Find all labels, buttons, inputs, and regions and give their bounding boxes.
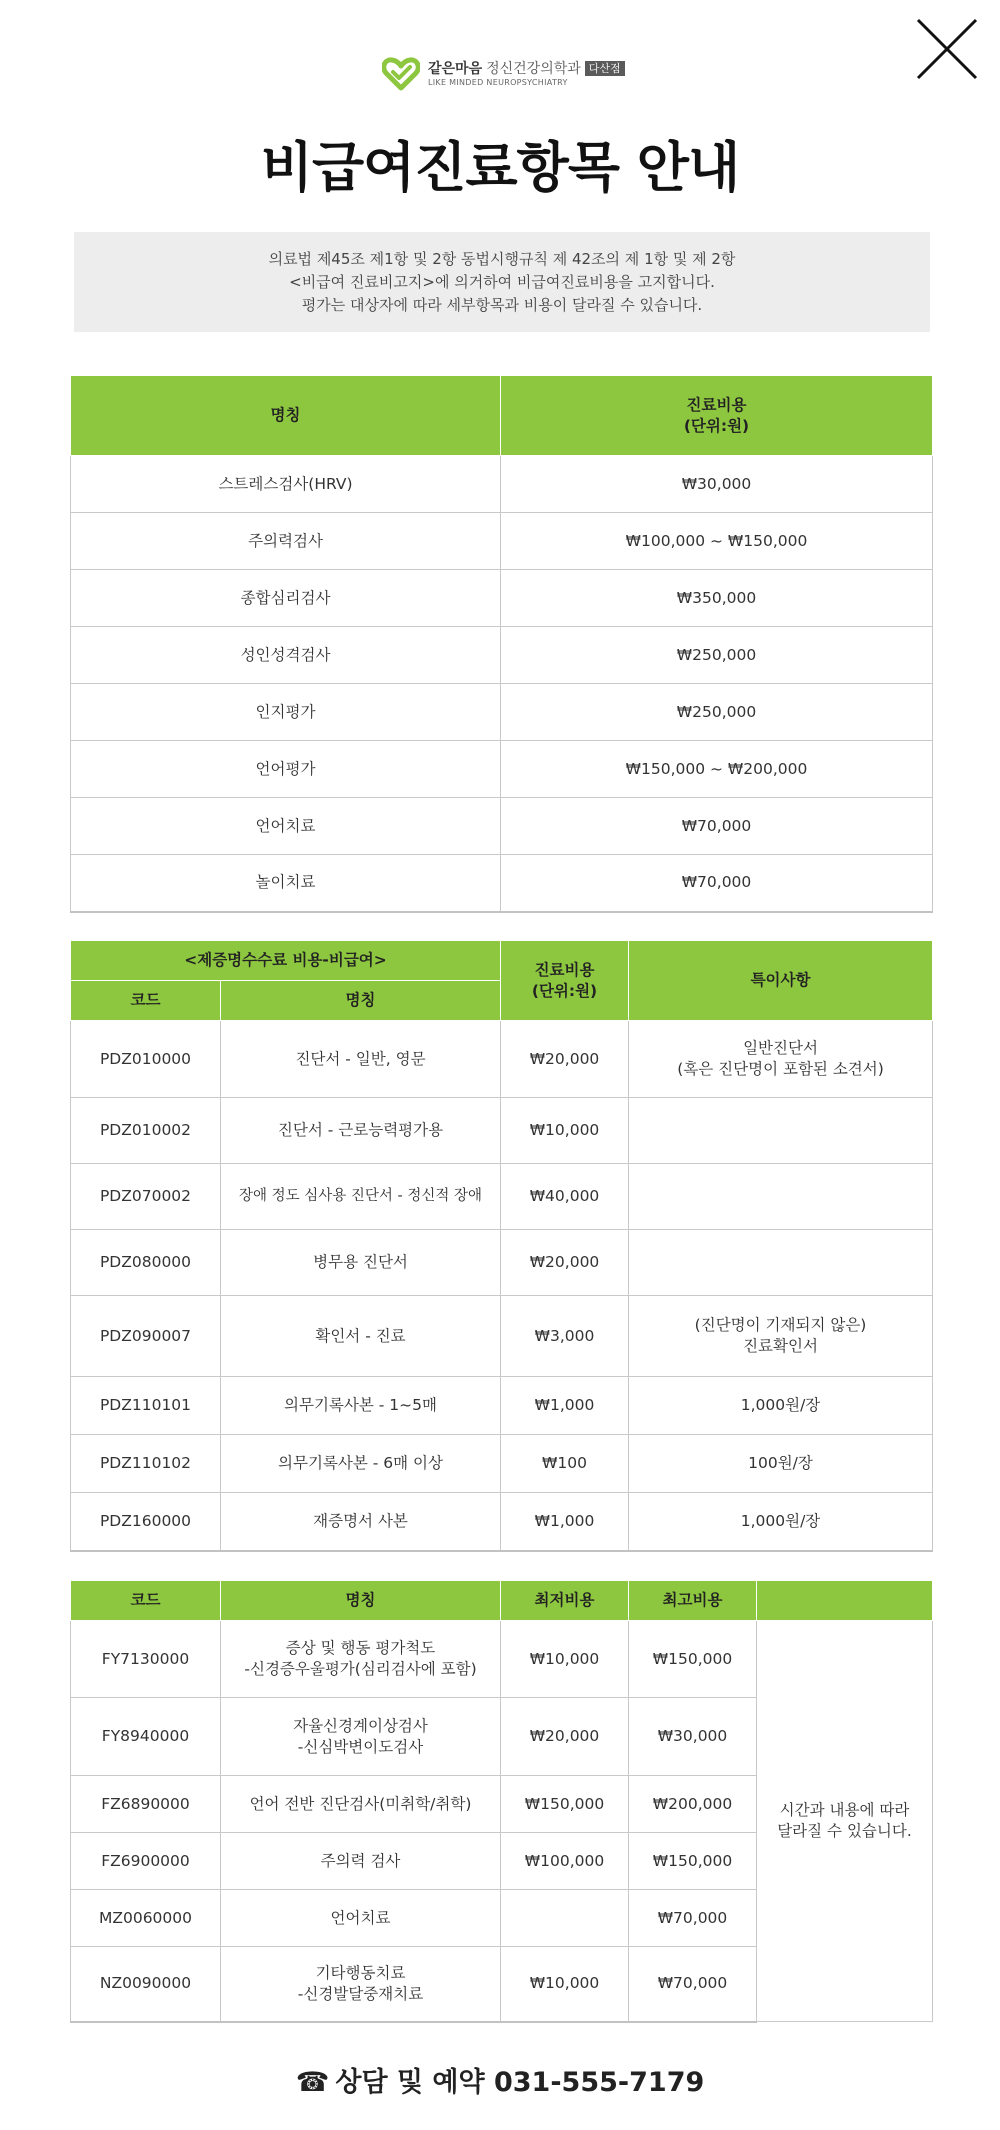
logo-branch-badge: 다산점 <box>585 61 625 76</box>
table-row <box>71 1296 933 1377</box>
table-row <box>71 513 933 570</box>
item-cost: ₩70,000 <box>501 798 933 855</box>
item-name: 주의력검사 <box>71 513 501 570</box>
item-name: 스트레스검사(HRV) <box>71 456 501 513</box>
header-code: 코드 <box>71 981 221 1021</box>
exam-fee-table <box>70 375 933 913</box>
item-code: PDZ010000 <box>71 1021 221 1098</box>
item-name: 성인성격검사 <box>71 627 501 684</box>
item-note: 100원/장 <box>629 1435 933 1493</box>
item-code: PDZ090007 <box>71 1296 221 1377</box>
phone-icon: ☎ <box>295 2067 330 2098</box>
item-min-cost: ₩100,000 <box>501 1833 629 1890</box>
item-code: PDZ160000 <box>71 1493 221 1551</box>
table-header-row <box>71 376 933 456</box>
table-row <box>71 1621 933 1698</box>
contact-text: 상담 및 예약 031-555-7179 <box>335 2067 705 2098</box>
item-cost: ₩100,000 ~ ₩150,000 <box>501 513 933 570</box>
logo-brand-name: 같은마음 <box>428 60 483 77</box>
notice-line: 평가는 대상자에 따라 세부항목과 비용이 달라질 수 있습니다. <box>301 295 703 314</box>
item-min-cost: ₩150,000 <box>501 1776 629 1833</box>
clinic-logo <box>382 54 625 94</box>
header-name: 명칭 <box>221 981 501 1021</box>
table-row <box>71 456 933 513</box>
logo-english-name: LIKE MINDED NEUROPSYCHIATRY <box>428 78 568 87</box>
item-note: 일반진단서 (혹은 진단명이 포함된 소견서) <box>629 1021 933 1098</box>
item-cost: ₩1,000 <box>501 1377 629 1435</box>
page-title: 비급여진료항목 안내 <box>260 136 740 199</box>
item-note <box>629 1230 933 1296</box>
table-row <box>71 1098 933 1164</box>
header-max-cost: 최고비용 <box>629 1581 757 1621</box>
item-cost: ₩70,000 <box>501 855 933 912</box>
item-cost: ₩350,000 <box>501 570 933 627</box>
item-min-cost: ₩10,000 <box>501 1621 629 1698</box>
item-min-cost: ₩10,000 <box>501 1947 629 2022</box>
item-note: 1,000원/장 <box>629 1493 933 1551</box>
close-icon <box>914 16 980 82</box>
item-code: PDZ010002 <box>71 1098 221 1164</box>
item-name: 기타행동치료 -신경발달중재치료 <box>221 1947 501 2022</box>
item-cost: ₩20,000 <box>501 1021 629 1098</box>
table-row <box>71 627 933 684</box>
noncovered-exam-table <box>70 1580 933 2023</box>
item-name: 종합심리검사 <box>71 570 501 627</box>
table-row <box>71 741 933 798</box>
notice-line: <비급여 진료비고지>에 의거하여 비급여진료비용을 고지합니다. <box>289 272 715 291</box>
header-cost: 진료비용 (단위:원) <box>501 941 629 1021</box>
item-name: 언어치료 <box>71 798 501 855</box>
item-code: FZ6890000 <box>71 1776 221 1833</box>
item-name: 진단서 - 일반, 영문 <box>221 1021 501 1098</box>
item-note <box>629 1164 933 1230</box>
item-note <box>629 1098 933 1164</box>
item-code: NZ0090000 <box>71 1947 221 2022</box>
table-row <box>71 1021 933 1098</box>
logo-subtitle: 정신건강의학과 <box>486 60 581 77</box>
item-name: 주의력 검사 <box>221 1833 501 1890</box>
item-name: 재증명서 사본 <box>221 1493 501 1551</box>
item-cost: ₩30,000 <box>501 456 933 513</box>
table-row <box>71 1435 933 1493</box>
header-note <box>757 1581 933 1621</box>
header-note: 특이사항 <box>629 941 933 1021</box>
item-code: FY8940000 <box>71 1698 221 1776</box>
item-max-cost: ₩150,000 <box>629 1621 757 1698</box>
item-name: 병무용 진단서 <box>221 1230 501 1296</box>
table-row <box>71 1164 933 1230</box>
table-header-row <box>71 1581 933 1621</box>
item-name: 언어평가 <box>71 741 501 798</box>
notice-line: 의료법 제45조 제1항 및 2항 동법시행규칙 제 42조의 제 1항 및 제 2항 <box>268 249 736 268</box>
item-code: PDZ070002 <box>71 1164 221 1230</box>
notice-box <box>74 232 930 332</box>
item-min-cost <box>501 1890 629 1947</box>
item-code: PDZ110102 <box>71 1435 221 1493</box>
close-button[interactable] <box>914 16 980 82</box>
item-cost: ₩3,000 <box>501 1296 629 1377</box>
item-cost: ₩250,000 <box>501 684 933 741</box>
item-code: FZ6900000 <box>71 1833 221 1890</box>
header-name: 명칭 <box>71 376 501 456</box>
item-cost: ₩1,000 <box>501 1493 629 1551</box>
shared-note: 시간과 내용에 따라 달라질 수 있습니다. <box>757 1621 933 2022</box>
item-name: 놀이치료 <box>71 855 501 912</box>
item-name: 언어 전반 진단검사(미취학/취학) <box>221 1776 501 1833</box>
table-row <box>71 1230 933 1296</box>
item-min-cost: ₩20,000 <box>501 1698 629 1776</box>
table-row <box>71 798 933 855</box>
header-name: 명칭 <box>221 1581 501 1621</box>
item-max-cost: ₩70,000 <box>629 1947 757 2022</box>
header-cost: 진료비용 (단위:원) <box>501 376 933 456</box>
item-cost: ₩40,000 <box>501 1164 629 1230</box>
heart-logo-icon <box>382 57 420 91</box>
item-name: 의무기록사본 - 1~5매 <box>221 1377 501 1435</box>
item-cost: ₩20,000 <box>501 1230 629 1296</box>
item-name: 확인서 - 진료 <box>221 1296 501 1377</box>
item-name: 장애 정도 심사용 진단서 - 정신적 장애 <box>221 1164 501 1230</box>
contact-phone[interactable] <box>0 2060 1000 2099</box>
item-cost: ₩10,000 <box>501 1098 629 1164</box>
table-row <box>71 1493 933 1551</box>
table-row <box>71 570 933 627</box>
header-min-cost: 최저비용 <box>501 1581 629 1621</box>
item-max-cost: ₩70,000 <box>629 1890 757 1947</box>
item-note: (진단명이 기재되지 않은) 진료확인서 <box>629 1296 933 1377</box>
item-code: FY7130000 <box>71 1621 221 1698</box>
item-name: 언어치료 <box>221 1890 501 1947</box>
table-row <box>71 684 933 741</box>
item-note: 1,000원/장 <box>629 1377 933 1435</box>
item-cost: ₩100 <box>501 1435 629 1493</box>
item-code: PDZ080000 <box>71 1230 221 1296</box>
item-code: MZ0060000 <box>71 1890 221 1947</box>
item-name: 진단서 - 근로능력평가용 <box>221 1098 501 1164</box>
certificate-fee-table <box>70 940 933 1552</box>
item-cost: ₩250,000 <box>501 627 933 684</box>
item-max-cost: ₩30,000 <box>629 1698 757 1776</box>
table-row <box>71 1377 933 1435</box>
item-max-cost: ₩150,000 <box>629 1833 757 1890</box>
header-group-title: <제증명수수료 비용-비급여> <box>71 941 501 981</box>
header-code: 코드 <box>71 1581 221 1621</box>
table-header-row <box>71 941 933 981</box>
item-name: 의무기록사본 - 6매 이상 <box>221 1435 501 1493</box>
item-name: 자율신경계이상검사 -신심박변이도검사 <box>221 1698 501 1776</box>
table-row <box>71 855 933 912</box>
item-cost: ₩150,000 ~ ₩200,000 <box>501 741 933 798</box>
item-max-cost: ₩200,000 <box>629 1776 757 1833</box>
item-name: 인지평가 <box>71 684 501 741</box>
item-code: PDZ110101 <box>71 1377 221 1435</box>
item-name: 증상 및 행동 평가척도 -신경증우울평가(심리검사에 포함) <box>221 1621 501 1698</box>
